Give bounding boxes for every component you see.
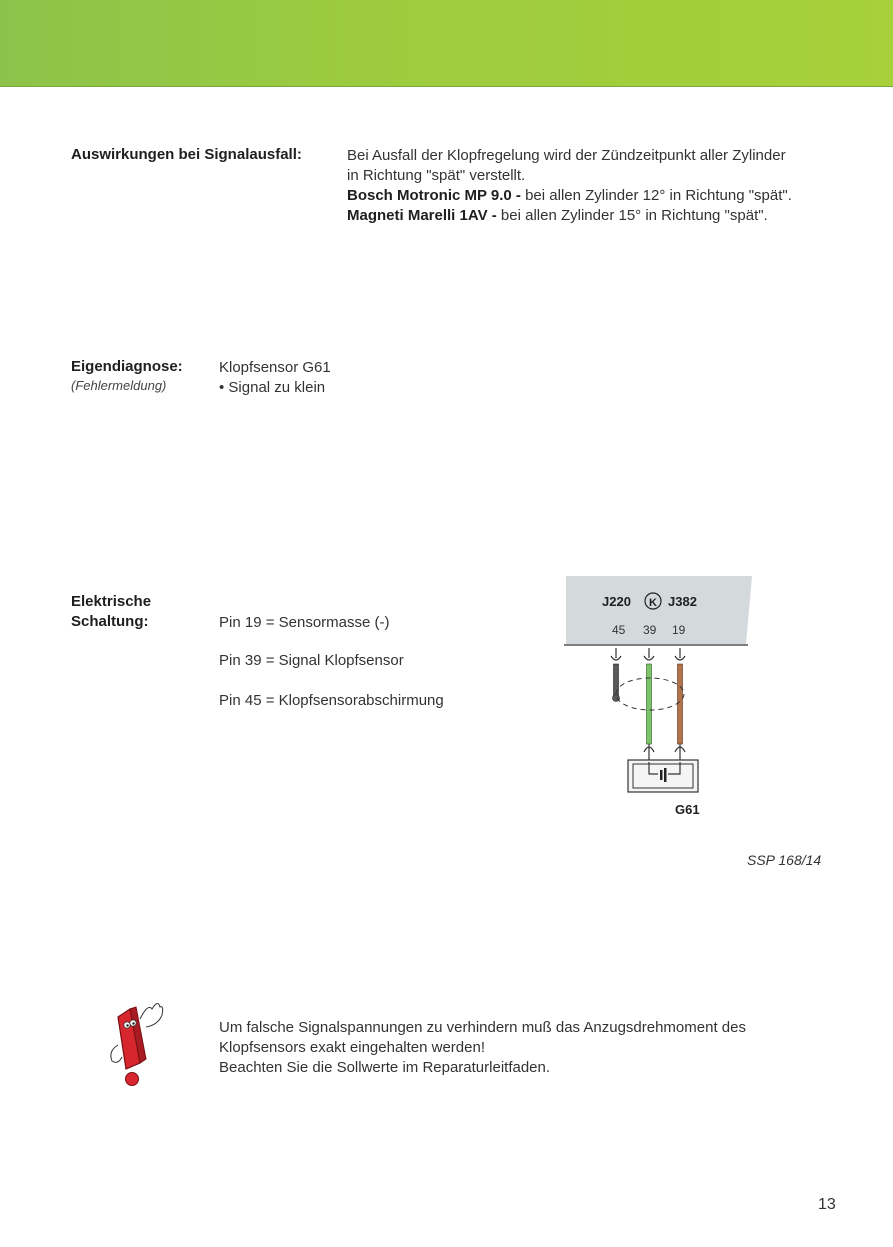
warning-exclamation-icon	[100, 995, 170, 1090]
connector-19-top	[675, 648, 685, 660]
self-diagnosis-sublabel: (Fehlermeldung)	[71, 378, 167, 393]
connector-39-bottom	[644, 744, 654, 762]
signal-failure-line-2: in Richtung "spät" verstellt.	[347, 167, 526, 184]
note-line-1: Um falsche Signalspannungen zu verhindern muß das Anzugsdrehmoment des	[219, 1019, 746, 1036]
marelli-line	[347, 206, 867, 226]
note-line-3: Beachten Sie die Sollwerte im Reparaturleitfaden.	[219, 1059, 551, 1076]
self-diagnosis-label: Eigendiagnose:	[71, 358, 183, 375]
marelli-bold: Magneti Marelli 1AV -	[347, 207, 497, 224]
page-number: 13	[818, 1196, 836, 1213]
signal-wire	[647, 664, 652, 744]
mascot-pupil-left	[126, 1024, 128, 1026]
self-diagnosis-text	[219, 358, 331, 398]
pin-19-label: 19	[672, 623, 686, 637]
mascot-raised-hand	[140, 1003, 163, 1027]
ecu-box	[566, 576, 752, 644]
electrical-circuit-label-line-2: Schaltung:	[71, 613, 149, 630]
pin-45-label: 45	[612, 623, 626, 637]
signal-failure-label: Auswirkungen bei Signalausfall:	[71, 146, 302, 163]
ecu-k-label: K	[649, 597, 657, 609]
sensor-piezo-a	[660, 770, 663, 780]
note-line-2: Klopfsensors exakt eingehalten werden!	[219, 1039, 486, 1056]
mascot-lower-hand	[111, 1045, 122, 1062]
sensor-g61-label: G61	[675, 802, 700, 817]
bosch-text: bei allen Zylinder 12° in Richtung "spät".	[520, 187, 792, 204]
figure-caption: SSP 168/14	[747, 852, 822, 868]
wiring-diagram	[560, 574, 760, 824]
self-diagnosis-line-1: Klopfsensor G61	[219, 359, 331, 376]
marelli-text: bei allen Zylinder 15° in Richtung "spät".	[496, 207, 768, 224]
pin-39-description: Pin 39 = Signal Klopfsensor	[219, 652, 404, 669]
note-text	[219, 1018, 859, 1078]
connector-39-top	[644, 648, 654, 660]
bosch-bold: Bosch Motronic MP 9.0 -	[347, 187, 521, 204]
connector-45-top	[611, 648, 621, 660]
sensor-box-outer	[628, 760, 698, 792]
pin-19-description: Pin 19 = Sensormasse (-)	[219, 614, 390, 631]
pin-45-description: Pin 45 = Klopfsensorabschirmung	[219, 692, 444, 709]
electrical-circuit-label-line-1: Elektrische	[71, 593, 152, 610]
ecu-j220-label: J220	[602, 594, 631, 609]
signal-failure-text	[347, 146, 867, 226]
ground-wire	[678, 664, 683, 744]
header-banner	[0, 0, 893, 87]
exclamation-dot	[126, 1073, 139, 1086]
self-diagnosis-line-2: • Signal zu klein	[219, 379, 326, 396]
bosch-line	[347, 186, 867, 206]
connector-19-bottom	[675, 744, 685, 762]
electrical-circuit-label	[71, 592, 151, 632]
signal-failure-line-1: Bei Ausfall der Klopfregelung wird der Zündzeitpunkt aller Zylinder	[347, 147, 786, 164]
sensor-piezo-b	[664, 768, 667, 782]
mascot-pupil-right	[132, 1022, 134, 1024]
ecu-j382-label: J382	[668, 594, 697, 609]
pin-39-label: 39	[643, 623, 657, 637]
